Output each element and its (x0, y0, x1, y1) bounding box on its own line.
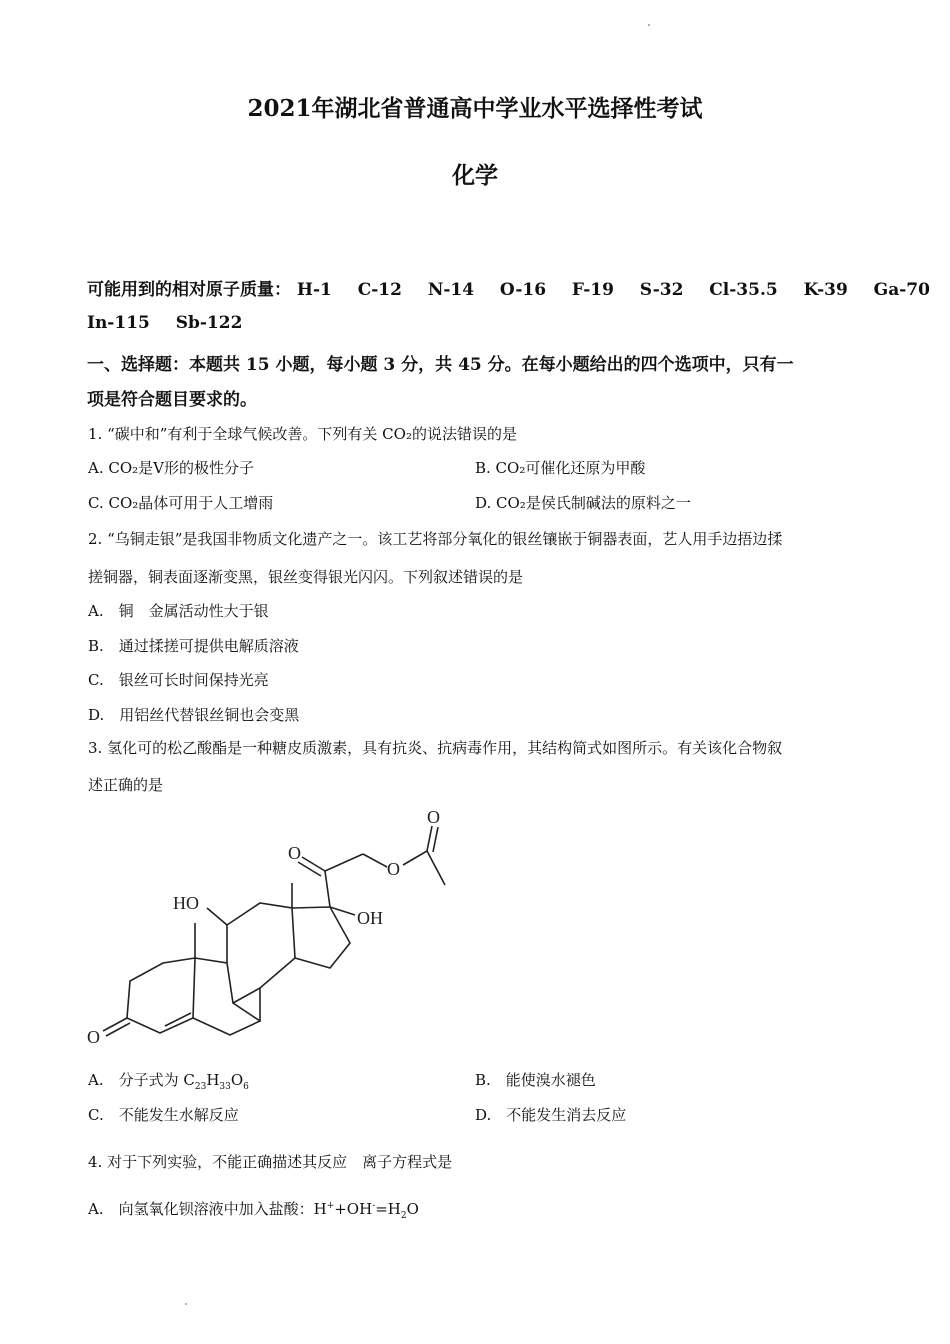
atomic-mass-item: K-39 (803, 280, 848, 300)
atomic-mass-item: Ga-70 (873, 280, 930, 300)
ring-c-bonds (227, 903, 295, 1003)
corner-dot (185, 1303, 187, 1305)
q3-option-a-text: A. 分子式为 C (88, 1071, 195, 1089)
q3-option-d: D. 不能发生消去反应 (475, 1106, 627, 1124)
q1-option-d: D. CO₂是侯氏制碱法的原料之一 (475, 494, 691, 512)
q2-option-a: A. 铜 金属活动性大于银 (88, 602, 269, 620)
section-heading-line-2: 项是符合题目要求的。 (87, 390, 257, 410)
atomic-mass-item: Sb-122 (175, 313, 243, 333)
q3-option-b: B. 能使溴水褪色 (475, 1071, 596, 1089)
atomic-mass-line-2 (87, 313, 242, 333)
q2-option-c: C. 银丝可长时间保持光亮 (88, 671, 269, 689)
ester-carbonyl-2 (433, 827, 438, 852)
q4-option-a (88, 1198, 419, 1219)
q1-option-b: B. CO₂可催化还原为甲酸 (475, 459, 646, 477)
atomic-mass-item: O-16 (499, 280, 547, 300)
subscript: 23 (194, 1082, 207, 1092)
atomic-mass-item: H-1 (296, 280, 332, 300)
o-label: O (427, 807, 440, 827)
q1-option-c: C. CO₂晶体可用于人工增雨 (88, 494, 274, 512)
q1-option-a: A. CO₂是Ⅴ形的极性分子 (88, 459, 254, 477)
q4-option-a-text: A. 向氢氧化钡溶液中加入盐酸：H (88, 1200, 327, 1218)
subscript: 2 (400, 1211, 407, 1221)
carbonyl-bond (302, 857, 325, 871)
side-chain-bond (325, 854, 363, 871)
q2-stem-line-1: 2. “乌铜走银”是我国非物质文化遗产之一。该工艺将部分氧化的银丝镶嵌于铜器表面，艺人用手边捂边揉 (88, 530, 783, 548)
ring-b-bonds (193, 958, 260, 1035)
subscript: 6 (243, 1082, 249, 1092)
q3-stem-line-1: 3. 氢化可的松乙酸酯是一种糖皮质激素，具有抗炎、抗病毒作用，其结构简式如图所示。有关该化合物叙 (88, 739, 783, 757)
o-label: O (387, 859, 400, 879)
ester-methyl (427, 851, 445, 885)
subscript: 33 (219, 1082, 231, 1092)
q1-stem: 1. “碳中和”有利于全球气候改善。下列有关 CO₂的说法错误的是 (88, 425, 517, 443)
o-label: O (288, 843, 301, 863)
atomic-mass-item: S-32 (639, 280, 684, 300)
steroid-structure-diagram (85, 803, 465, 1048)
ketone-bond (103, 1018, 127, 1031)
oh-label: OH (357, 908, 383, 928)
corner-dot (648, 24, 650, 26)
side-chain-bond (325, 871, 330, 907)
ester-carbonyl (427, 826, 432, 851)
o-label: O (87, 1027, 100, 1047)
superscript: + (326, 1201, 335, 1211)
atomic-mass-line-1 (87, 275, 930, 300)
atomic-mass-item: C-12 (357, 280, 402, 300)
element-symbol: H (206, 1071, 220, 1089)
formula-part: =H (375, 1200, 401, 1218)
ester-bond (403, 851, 427, 865)
atomic-mass-label: 可能用到的相对原子质量： (87, 280, 291, 300)
ketone-bond-2 (106, 1023, 130, 1036)
ho-bond (207, 908, 227, 925)
element-symbol: O (230, 1071, 244, 1089)
q2-option-d: D. 用铝丝代替银丝铜也会变黑 (88, 706, 300, 724)
atomic-mass-item: F-19 (571, 280, 614, 300)
side-chain-bond (363, 854, 387, 867)
atomic-mass-item: N-14 (427, 280, 475, 300)
q3-option-a (88, 1069, 249, 1090)
atomic-mass-item: Cl-35.5 (709, 280, 778, 300)
superscript: - (372, 1201, 376, 1211)
q2-option-b: B. 通过揉搓可提供电解质溶液 (88, 637, 299, 655)
atomic-mass-item: In-115 (87, 313, 150, 333)
ho-label: HO (173, 893, 199, 913)
formula-part: +OH (334, 1200, 373, 1218)
subject-title: 化学 (452, 162, 498, 189)
ring-d-bonds (292, 907, 350, 968)
q4-stem: 4. 对于下列实验，不能正确描述其反应 离子方程式是 (88, 1153, 453, 1171)
section-heading-line-1: 一、选择题：本题共 15 小题，每小题 3 分，共 45 分。在每小题给出的四个选项中，只有一 (87, 355, 794, 375)
q2-stem-line-2: 搓铜器，铜表面逐渐变黑，银丝变得银光闪闪。下列叙述错误的是 (88, 568, 524, 586)
q3-option-c: C. 不能发生水解反应 (88, 1106, 239, 1124)
q3-stem-line-2: 述正确的是 (88, 776, 164, 794)
exam-title: 2021年湖北省普通高中学业水平选择性考试 (247, 95, 703, 122)
formula-part: O (406, 1200, 419, 1218)
ring-a-bonds (127, 958, 195, 1033)
carbonyl-bond-2 (298, 862, 321, 876)
